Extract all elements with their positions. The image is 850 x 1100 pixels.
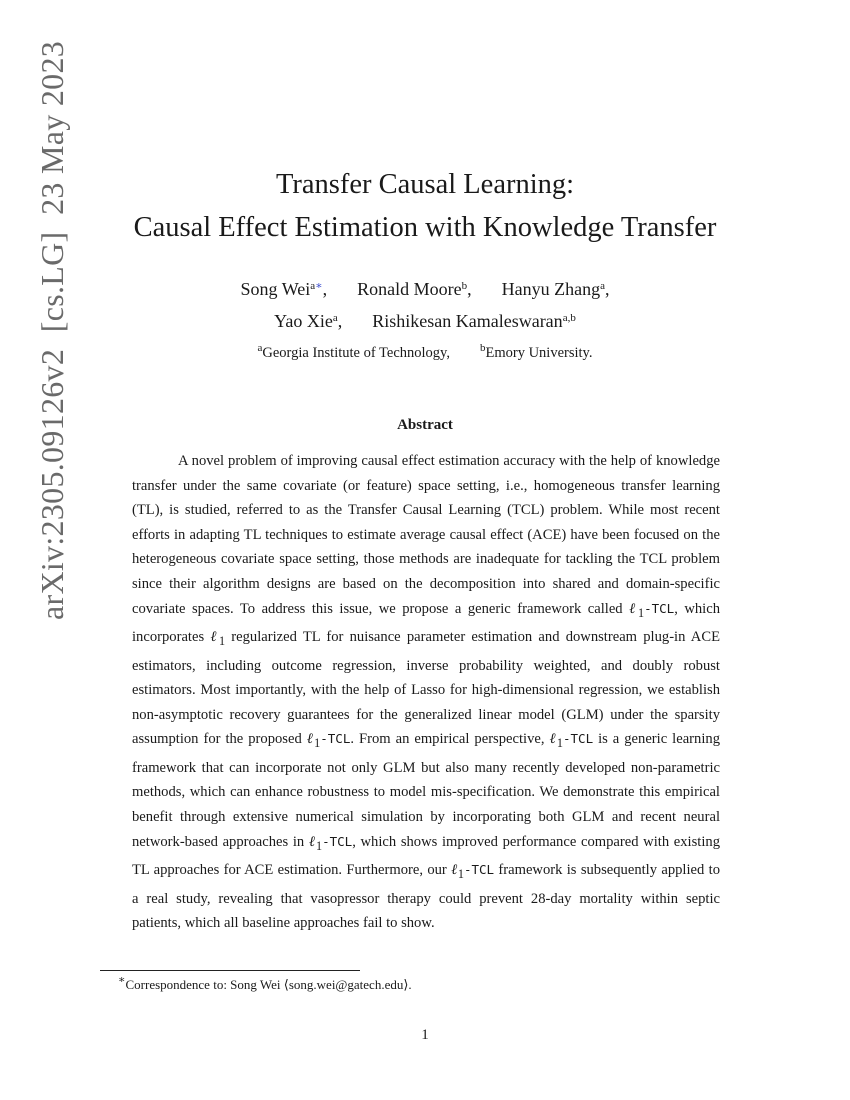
arxiv-date: 23 May 2023	[34, 40, 70, 215]
affiliations: $^a$Georgia Institute of Technology, $^b$Emory University.	[257, 342, 593, 361]
author-rishikesan-kamaleswaran: Rishikesan Kamaleswaran$^{a,b}$	[372, 311, 576, 331]
author-song-wei: Song Wei$^{a∗}$,	[240, 279, 328, 299]
abstract-body	[132, 449, 720, 936]
author-ronald-moore: Ronald Moore$^b$,	[357, 279, 472, 299]
footnote-rule	[100, 970, 360, 971]
paper-title-line1: Transfer Causal Learning:	[275, 169, 575, 200]
footnote-text: Correspondence to: Song Wei ⟨song.wei@gatech.edu⟩.	[125, 977, 412, 992]
author-hanyu-zhang: Hanyu Zhang$^a$,	[501, 279, 610, 299]
abstract-heading: Abstract	[397, 417, 453, 433]
arxiv-category: [cs.LG]	[34, 231, 70, 333]
correspondence-link[interactable]: ∗	[315, 280, 323, 292]
paper-title-line2: Causal Effect Estimation with Knowledge Transfer	[133, 212, 717, 243]
page-number: 1	[421, 1027, 429, 1043]
affiliation-georgia-tech: Georgia Institute of Technology,	[262, 345, 450, 361]
arxiv-id: arXiv:2305.09126v2	[34, 348, 70, 620]
author-row-1	[0, 279, 850, 300]
author-row-2	[0, 311, 850, 332]
affiliation-emory: Emory University.	[485, 345, 593, 361]
author-yao-xie: Yao Xie$^a$,	[274, 311, 343, 331]
abstract-paragraph: A novel problem of improving causal effect estimation accuracy with the help of knowledge transfer under the same covariate (or feature) space setting, i.e., homogeneous transfer learning (TL), is studied, referred to as the Transfer Causal Learning (TCL) problem. While most recent efforts in adapting TL techniques to estimate average causal effect (ACE) have been focused on the heterogeneous covariate space setting, those methods are inadequate for tackling the TCL problem since their algorithm designs are based on the decomposition into shared and domain-specific covariate spaces. To address this issue, we propose a generic framework called ℓ$_1$-TCL, which incorporates ℓ$_1$ regularized TL for nuisance parameter estimation and downstream plug-in ACE estimators, including outcome regression, inverse probability weighted, and doubly robust estimators. Most importantly, with the help of Lasso for high-dimensional regression, we establish non-asymptotic recovery guarantees for the generalized linear model (GLM) under the sparsity assumption for the proposed ℓ$_1$-TCL. From an empirical perspective, ℓ$_1$-TCL is a generic learning framework that can incorporate not only GLM but also many recently developed non-parametric methods, which can enhance robustness to model mis-specification. We demonstrate this empirical benefit through extensive numerical simulation by incorporating both GLM and recent neural network-based approaches in ℓ$_1$-TCL, which shows improved performance compared with existing TL approaches for ACE estimation. Furthermore, our ℓ$_1$-TCL framework is subsequently applied to a real study, revealing that vasopressor therapy could prevent 28-day mortality within septic patients, which all baseline approaches fail to show.	[132, 453, 720, 932]
footnote: ∗Correspondence to: Song Wei ⟨song.wei@gatech.edu⟩.	[118, 974, 412, 992]
